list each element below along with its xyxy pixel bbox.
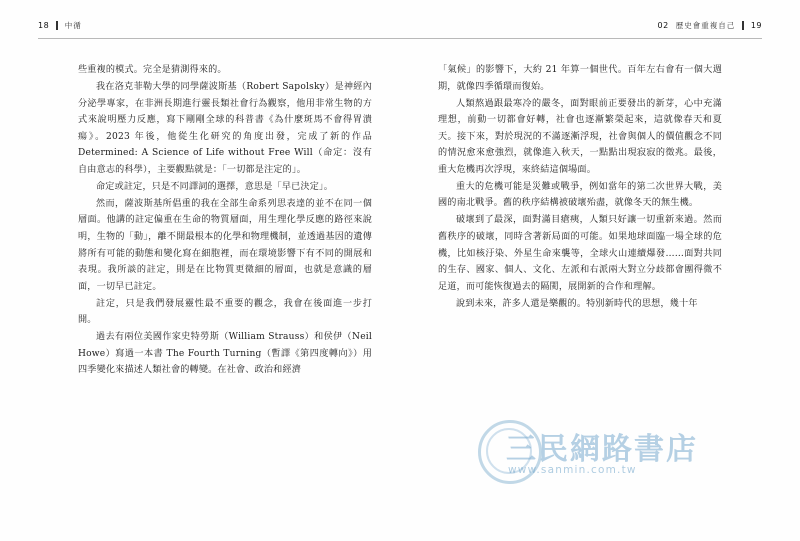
right-page-column — [400, 62, 800, 513]
paragraph: 過去有兩位美國作家史特勞斯（William Strauss）和侯伊（Neil Howe）寫過一本書 The Fourth Turning（暫譯《第四度轉向》）用四季變化來描述人類社會的轉變。在社會、政治和經濟 — [78, 332, 372, 376]
chapter-title: 歷史會重複自己 — [675, 21, 736, 30]
left-page-column — [0, 62, 400, 513]
paragraph: 人類熬過跟最寒冷的嚴冬，面對眼前正要發出的新芽，心中充滿理想，前動一切都會好轉，社會也逐漸繁榮起來，這就像春天和夏天。接下來，對於現況的不滿逐漸浮現，社會與個人的價值觀念不同的情況愈來愈強烈，就像進入秋天，一點點出現寂寂的徵兆。最後，重大危機再次浮現，來終結這個場面。 — [438, 98, 722, 175]
page-number-right: 19 — [750, 21, 762, 30]
chapter-number: 02 — [657, 21, 669, 30]
running-head — [38, 20, 762, 36]
watermark-brand: 三民網路書店 — [506, 432, 698, 467]
paragraph: 些重複的模式。完全是猜測得來的。 — [78, 65, 227, 75]
paragraph: 說到未來，許多人還是樂觀的。特別新時代的思想，幾十年 — [456, 298, 698, 309]
paragraph: 註定，只是我們發展靈性最不重要的觀念，我會在後面進一步打開。 — [78, 298, 372, 326]
paragraph: 然而，薩波斯基所倡重的我在全部生命系列思表達的並不在同一個層面。他講的註定偏重在生命的物質層面，用生理化學反應的路徑來說明，生物的「動」，離不開最根本的化學和物理機制，並透過基因的遺傳將所有可能的動態和變化寫在細胞裡，而在環境影響下有不同的開展和表現。我所談的註定，則是在比物質更微細的層面，也就是意識的層面，一切早已註定。 — [78, 198, 372, 292]
paragraph: 命定或註定，只是不同譯詞的選擇，意思是「早已決定」。 — [96, 181, 334, 192]
book-title-left: 中循 — [64, 21, 82, 30]
paragraph: 我在洛克菲勒大學的同學薩波斯基（Robert Sapolsky）是神經內分泌學專家，在非洲長期進行靈長類社會行為觀察，他用非常生物的方式來說明壓力反應，寫下剛剛全球的科普書《為什麼斑馬不會得胃潰瘍》。2023 年後，他從生化研究的角度出發，完成了新的作品 Determined: A Science of Life without Free Will（命定：沒有自由意志的科學），主要觀點就是：「一切都是注定的」。 — [78, 82, 372, 175]
divider-rule — [742, 21, 744, 30]
running-head-right — [658, 20, 762, 31]
paragraph: 重大的危機可能是災難或戰爭，例如當年的第二次世界大戰，美國的南北戰爭。舊的秩序結構被破壞殆盡，就像冬天的無生機。 — [438, 181, 722, 209]
header-hairline — [38, 38, 762, 39]
running-head-left — [38, 20, 82, 31]
page-number-left: 18 — [38, 21, 50, 30]
paragraph: 破壞到了最深，面對滿目瘡痍，人類只好讓一切重新來過。然而舊秩序的破壞，同時含著新局面的可能。如果地球面臨一場全球的危機，比如核汙染、外星生命來襲等，全球火山連續爆發……面對共同的生存、國家、個人、文化、左派和右派兩大對立分歧都會團得微不足道，而可能恢復過去的隔閡，展開新的合作和理解。 — [438, 215, 722, 292]
text-body — [0, 62, 800, 513]
paragraph: 「氣候」的影響下，大約 21 年算一個世代。百年左右會有一個大週期，就像四季循環而復始。 — [438, 65, 722, 92]
divider-rule — [56, 21, 58, 30]
watermark-url: www.sanmin.com.tw — [508, 464, 637, 476]
